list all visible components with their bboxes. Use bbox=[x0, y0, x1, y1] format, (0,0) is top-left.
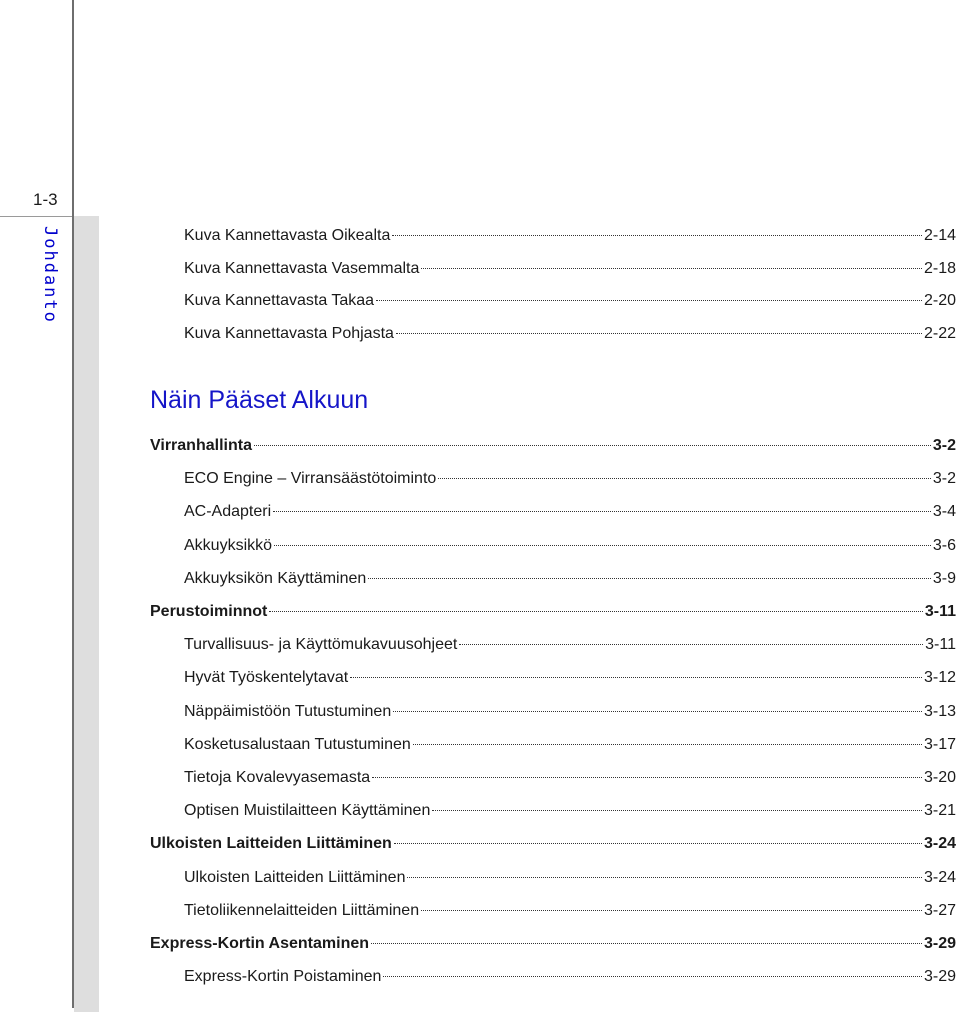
toc-leader bbox=[350, 677, 922, 678]
toc-entry[interactable] bbox=[150, 437, 956, 459]
toc-entry[interactable] bbox=[150, 603, 956, 625]
toc-entry-title: Tietoliikennelaitteiden Liittäminen bbox=[184, 901, 420, 919]
toc-entry-page: 3-13 bbox=[923, 702, 956, 720]
toc-entry-page: 3-2 bbox=[932, 470, 956, 488]
toc-entry-title: Ulkoisten Laitteiden Liittäminen bbox=[184, 868, 406, 886]
toc-leader bbox=[432, 810, 922, 811]
toc-entry-title: Kuva Kannettavasta Vasemmalta bbox=[184, 259, 420, 277]
toc-entry-page: 3-29 bbox=[923, 968, 956, 986]
toc-leader bbox=[273, 511, 931, 512]
toc-entry[interactable] bbox=[184, 736, 956, 758]
page-number: 1-3 bbox=[33, 190, 58, 209]
toc-entry-page: 3-17 bbox=[923, 735, 956, 753]
toc-entry[interactable] bbox=[184, 260, 956, 282]
toc-entry[interactable] bbox=[184, 703, 956, 725]
toc-entry-title: Kosketusalustaan Tutustuminen bbox=[184, 735, 411, 753]
toc-leader bbox=[421, 268, 922, 269]
toc-leader bbox=[392, 235, 922, 236]
toc-entry-title: Virranhallinta bbox=[150, 437, 252, 454]
toc-entry[interactable] bbox=[184, 769, 956, 791]
toc-entry[interactable] bbox=[184, 669, 956, 691]
toc-entry-page: 3-4 bbox=[932, 503, 956, 521]
toc-entry[interactable] bbox=[184, 227, 956, 249]
toc-entry[interactable] bbox=[184, 968, 956, 990]
toc-entry-title: Tietoja Kovalevyasemasta bbox=[184, 769, 371, 786]
toc-entry-page: 3-20 bbox=[923, 769, 956, 786]
toc-entry-page: 3-2 bbox=[932, 437, 956, 454]
toc-entry-title: Kuva Kannettavasta Takaa bbox=[184, 292, 375, 310]
toc-leader bbox=[459, 644, 923, 645]
toc-entry-title: Optisen Muistilaitteen Käyttäminen bbox=[184, 802, 431, 820]
toc-entry-title: AC-Adapteri bbox=[184, 503, 272, 521]
toc-entry-title: Kuva Kannettavasta Pohjasta bbox=[184, 325, 394, 343]
toc-entry[interactable] bbox=[184, 636, 956, 658]
toc-entry-title: Turvallisuus- ja Käyttömukavuusohjeet bbox=[184, 636, 458, 654]
toc-entry-page: 3-21 bbox=[923, 802, 956, 820]
toc-leader bbox=[254, 445, 931, 446]
toc-leader bbox=[413, 744, 922, 745]
toc-leader bbox=[396, 333, 922, 334]
toc-leader bbox=[383, 976, 922, 977]
toc-leader bbox=[376, 300, 922, 301]
toc-entry-page: 3-12 bbox=[923, 669, 956, 687]
toc-leader bbox=[407, 877, 922, 878]
toc-entry[interactable] bbox=[184, 802, 956, 824]
toc-entry[interactable] bbox=[184, 570, 956, 592]
toc-entry-page: 3-29 bbox=[923, 935, 956, 952]
toc-entry[interactable] bbox=[184, 325, 956, 347]
toc-entry-title: ECO Engine – Virransäästötoiminto bbox=[184, 470, 437, 488]
toc-entry-page: 3-11 bbox=[924, 603, 956, 620]
page-number-rule bbox=[0, 216, 72, 217]
toc-entry-page: 3-24 bbox=[923, 835, 956, 853]
toc-leader bbox=[371, 943, 922, 944]
toc-entry[interactable] bbox=[184, 503, 956, 525]
toc-entry-title: Express-Kortin Poistaminen bbox=[184, 968, 382, 986]
toc-leader bbox=[438, 478, 931, 479]
toc-leader bbox=[394, 843, 922, 844]
section-heading: Näin Pääset Alkuun bbox=[150, 386, 369, 414]
toc-entry-page: 3-9 bbox=[932, 569, 956, 587]
toc-entry-title: Näppäimistöön Tutustuminen bbox=[184, 702, 392, 720]
toc-entry[interactable] bbox=[150, 835, 956, 857]
toc-entry[interactable] bbox=[184, 902, 956, 924]
toc-entry-title: Kuva Kannettavasta Oikealta bbox=[184, 227, 391, 244]
toc-entry-page: 2-22 bbox=[923, 325, 956, 343]
toc-entry-title: Akkuyksikkö bbox=[184, 536, 273, 554]
toc-entry-title: Ulkoisten Laitteiden Liittäminen bbox=[150, 835, 392, 853]
toc-entry[interactable] bbox=[184, 537, 956, 559]
toc-entry-page: 2-20 bbox=[923, 292, 956, 310]
toc-leader bbox=[274, 545, 931, 546]
toc-entry-title: Hyvät Työskentelytavat bbox=[184, 669, 349, 687]
toc-entry-page: 3-11 bbox=[925, 636, 956, 654]
toc-entry[interactable] bbox=[184, 869, 956, 891]
toc-entry-page: 3-6 bbox=[932, 536, 956, 554]
toc-leader bbox=[421, 910, 922, 911]
toc-entry-title: Express-Kortin Asentaminen bbox=[150, 935, 370, 952]
toc-leader bbox=[393, 711, 922, 712]
toc-entry[interactable] bbox=[184, 470, 956, 492]
toc-entry-page: 2-14 bbox=[923, 227, 956, 244]
toc-leader bbox=[269, 611, 923, 612]
toc-entry[interactable] bbox=[150, 935, 956, 957]
chapter-tab bbox=[74, 216, 99, 1012]
toc-leader bbox=[372, 777, 922, 778]
toc-entry-title: Perustoiminnot bbox=[150, 603, 268, 620]
toc-entry-page: 3-24 bbox=[923, 868, 956, 886]
toc-leader bbox=[368, 578, 931, 579]
toc-entry-page: 3-27 bbox=[923, 901, 956, 919]
chapter-label: Johdanto bbox=[40, 226, 60, 324]
toc-entry-title: Akkuyksikön Käyttäminen bbox=[184, 569, 367, 587]
toc-entry-page: 2-18 bbox=[923, 259, 956, 277]
toc-entry[interactable] bbox=[184, 292, 956, 314]
